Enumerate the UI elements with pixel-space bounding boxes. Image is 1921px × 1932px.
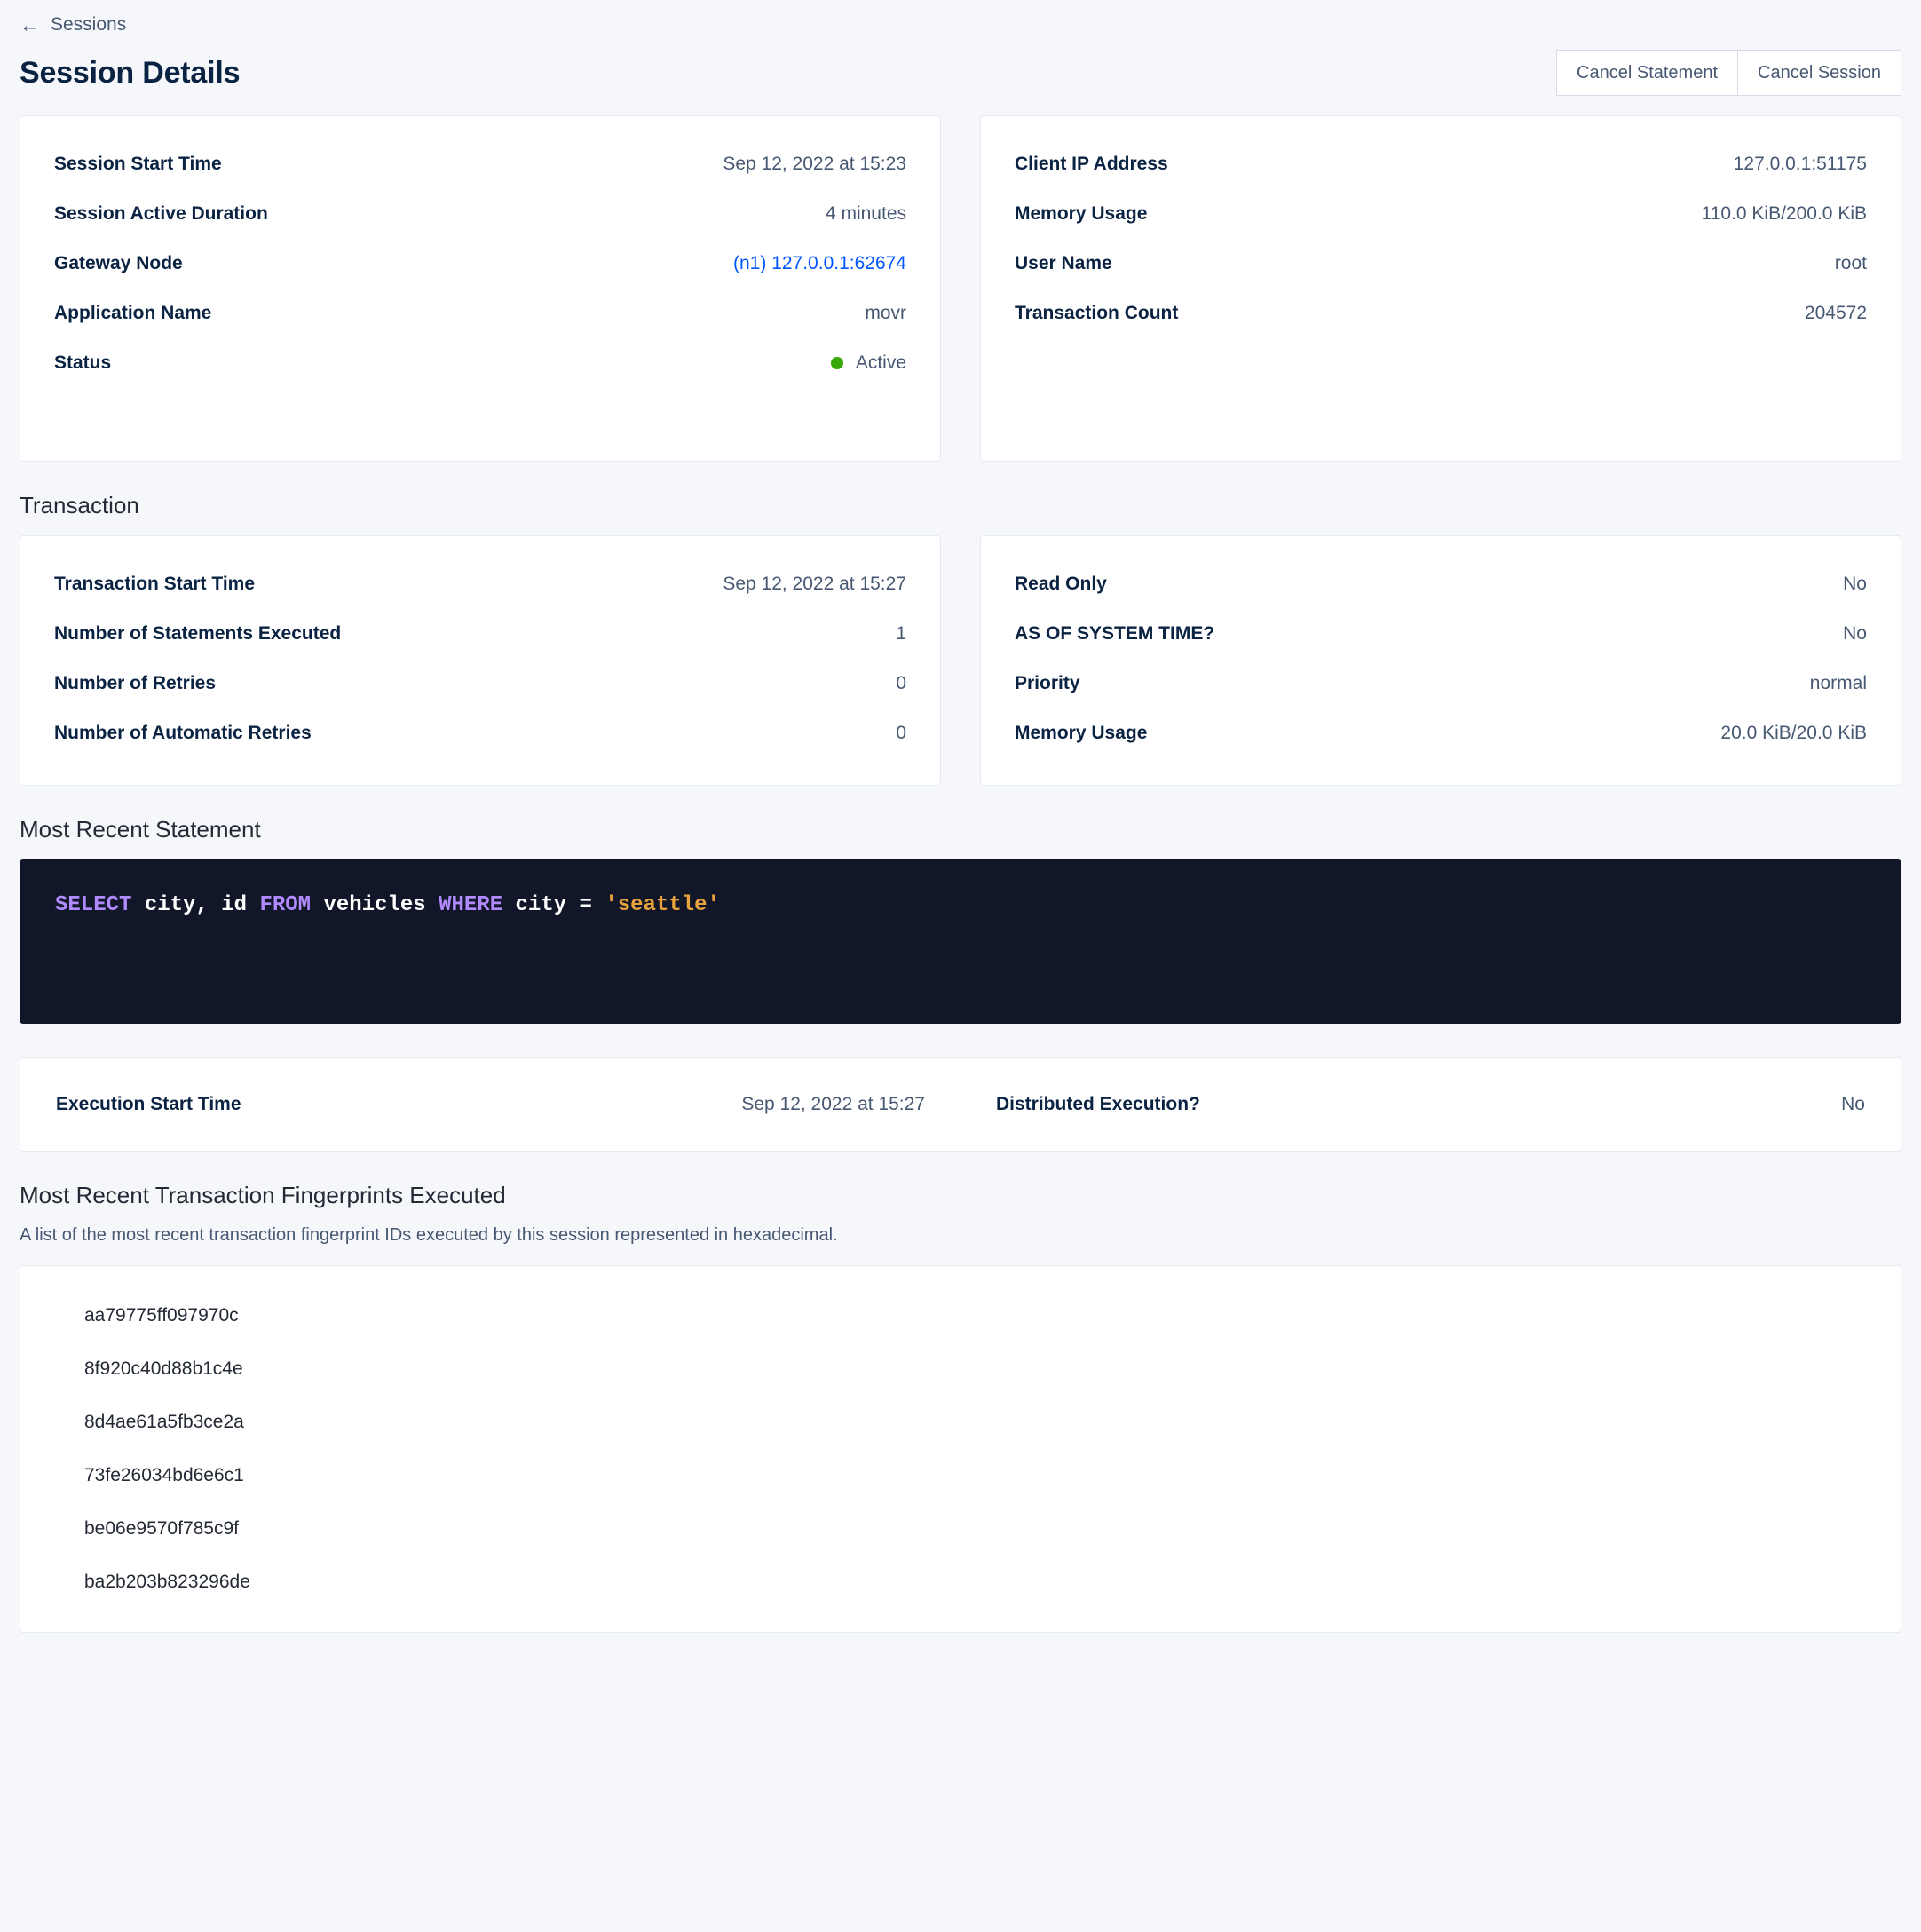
page-title: Session Details: [20, 55, 241, 90]
transaction-card-right: [980, 535, 1901, 786]
page-header: [20, 41, 1901, 115]
detail-row: [1015, 659, 1867, 709]
sql-token-string: 'seattle': [605, 893, 720, 917]
detail-value: 110.0 KiB/200.0 KiB: [1701, 203, 1867, 224]
detail-row: [54, 559, 906, 609]
detail-row: [1015, 189, 1867, 239]
sql-token-keyword: WHERE: [439, 893, 503, 917]
transaction-row: [20, 535, 1901, 786]
detail-value: 204572: [1804, 303, 1867, 323]
detail-row: [54, 239, 906, 289]
detail-key: AS OF SYSTEM TIME?: [1015, 623, 1215, 644]
detail-row: [1015, 239, 1867, 289]
detail-value: 4 minutes: [825, 203, 906, 224]
detail-value: movr: [865, 303, 906, 323]
arrow-left-icon[interactable]: ←: [20, 12, 40, 36]
status-dot-icon: [831, 357, 843, 369]
detail-row: [1015, 609, 1867, 659]
execution-start-time-row: [20, 1094, 960, 1115]
detail-key: Distributed Execution?: [996, 1094, 1200, 1114]
list-item[interactable]: ba2b203b823296de: [84, 1572, 250, 1592]
execution-card: [20, 1057, 1901, 1152]
detail-value: No: [1841, 1094, 1865, 1114]
detail-value: Sep 12, 2022 at 15:27: [723, 574, 906, 594]
detail-value: 0: [896, 673, 906, 693]
list-item[interactable]: 73fe26034bd6e6c1: [84, 1465, 244, 1485]
session-details-card-left: [20, 115, 941, 462]
detail-value: Sep 12, 2022 at 15:27: [741, 1094, 925, 1114]
detail-row: [1015, 139, 1867, 189]
detail-key: Number of Statements Executed: [54, 623, 342, 644]
detail-row: [54, 289, 906, 338]
cancel-session-button[interactable]: Cancel Session: [1737, 50, 1901, 96]
detail-value: 127.0.0.1:51175: [1733, 154, 1867, 174]
detail-value: normal: [1809, 673, 1867, 693]
status-label: Active: [855, 352, 906, 373]
detail-row: [54, 659, 906, 709]
sql-statement-box: [20, 859, 1901, 1024]
fingerprints-description: A list of the most recent transaction fingerprint IDs executed by this session represented in hexadecimal.: [20, 1225, 838, 1245]
detail-value: 0: [896, 723, 906, 743]
detail-key: Transaction Count: [1015, 303, 1179, 323]
detail-key: Read Only: [1015, 574, 1107, 594]
list-item[interactable]: be06e9570f785c9f: [84, 1518, 239, 1539]
detail-row: [54, 139, 906, 189]
status-badge: [831, 352, 906, 374]
detail-value: No: [1843, 574, 1867, 594]
detail-key: Gateway Node: [54, 253, 183, 273]
detail-key: Memory Usage: [1015, 203, 1148, 224]
transaction-section-title: Transaction: [20, 492, 139, 519]
session-details-card-right: [980, 115, 1901, 462]
transaction-card-left: [20, 535, 941, 786]
detail-row: [1015, 709, 1867, 758]
detail-row: [54, 609, 906, 659]
detail-row: [54, 189, 906, 239]
sql-token-identifier: city =: [502, 893, 605, 917]
detail-row: [1015, 559, 1867, 609]
detail-key: Session Active Duration: [54, 203, 268, 224]
detail-key: Memory Usage: [1015, 723, 1148, 743]
detail-row: [54, 709, 906, 758]
detail-key: Session Start Time: [54, 154, 222, 174]
detail-key: Client IP Address: [1015, 154, 1168, 174]
list-item[interactable]: 8f920c40d88b1c4e: [84, 1358, 243, 1379]
list-item[interactable]: aa79775ff097970c: [84, 1305, 239, 1326]
session-overview-row: [20, 115, 1901, 462]
detail-value: Sep 12, 2022 at 15:23: [723, 154, 906, 174]
distributed-execution-row: [960, 1094, 1901, 1115]
detail-value: 1: [896, 623, 906, 644]
breadcrumb: [20, 0, 1901, 41]
detail-key: Priority: [1015, 673, 1080, 693]
sql-token-keyword: FROM: [259, 893, 312, 917]
list-item[interactable]: 8d4ae61a5fb3ce2a: [84, 1412, 244, 1432]
detail-key: Number of Retries: [54, 673, 217, 693]
detail-key: Execution Start Time: [56, 1094, 241, 1114]
fingerprints-list: [20, 1265, 1901, 1633]
detail-row-status: [54, 338, 906, 388]
gateway-node-link[interactable]: (n1) 127.0.0.1:62674: [733, 253, 906, 273]
bottom-spacer: [20, 1633, 1901, 1659]
breadcrumb-sessions-link[interactable]: Sessions: [51, 14, 127, 35]
fingerprints-section-title: Most Recent Transaction Fingerprints Executed: [20, 1182, 506, 1208]
detail-value: root: [1834, 253, 1867, 273]
detail-value: No: [1843, 623, 1867, 644]
sql-token-identifier: city, id: [131, 893, 260, 917]
detail-key: Transaction Start Time: [54, 574, 256, 594]
detail-key: Number of Automatic Retries: [54, 723, 312, 743]
sql-token-keyword: SELECT: [55, 893, 132, 917]
detail-key: User Name: [1015, 253, 1112, 273]
sql-token-identifier: vehicles: [311, 893, 439, 917]
detail-value: 20.0 KiB/20.0 KiB: [1720, 723, 1867, 743]
detail-key: Status: [54, 352, 112, 373]
header-actions: [1556, 50, 1901, 96]
detail-row: [1015, 289, 1867, 338]
detail-key: Application Name: [54, 303, 212, 323]
cancel-statement-button[interactable]: Cancel Statement: [1556, 50, 1737, 96]
statement-section-title: Most Recent Statement: [20, 816, 261, 843]
